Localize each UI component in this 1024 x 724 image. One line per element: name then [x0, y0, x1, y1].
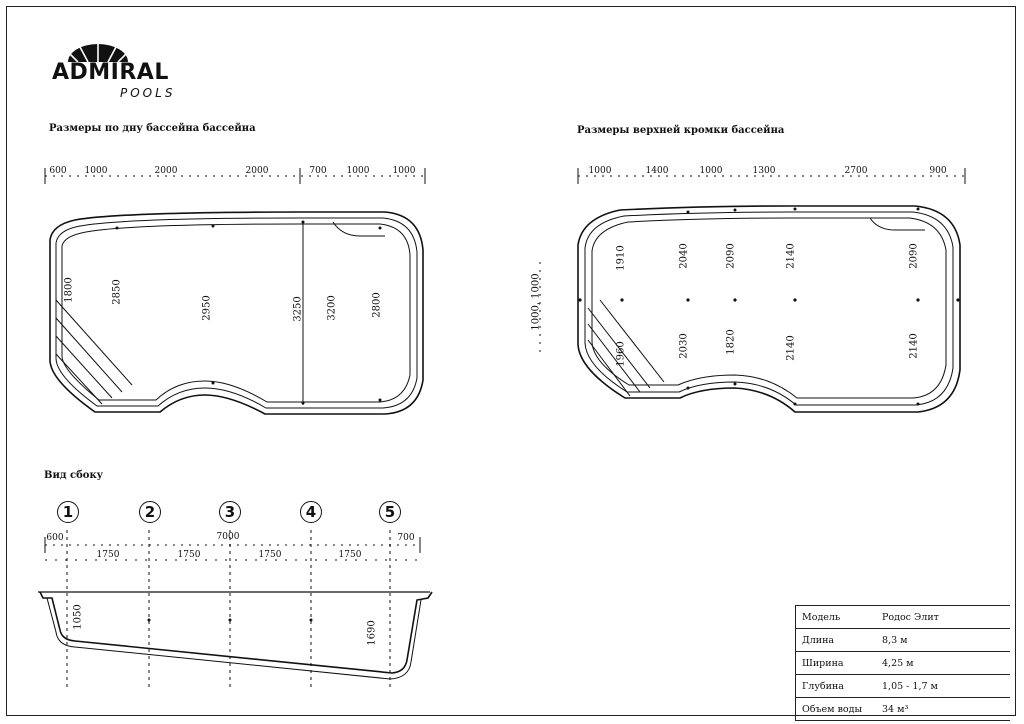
bottom-dim-3: 2000: [154, 166, 178, 176]
side-dim-5: 1750: [338, 550, 362, 560]
bottom-dim-4: 2000: [245, 166, 269, 176]
top-upper-dim-2: 2040: [678, 243, 690, 269]
bottom-inner-dim-2: 2850: [111, 279, 123, 305]
top-lower-dim-1: 1960: [615, 341, 627, 367]
top-dim-3: 1000: [699, 166, 723, 176]
spec-value: 1,05 - 1,7 м: [882, 680, 938, 692]
top-lower-dim-3: 1820: [725, 329, 737, 355]
station-1: 1: [57, 501, 79, 523]
bottom-dim-6: 1000: [346, 166, 370, 176]
side-dim-3: 1750: [177, 550, 201, 560]
spec-row-width: [796, 652, 1010, 675]
bottom-dim-7: 1000: [392, 166, 416, 176]
spec-label: Объем воды: [802, 703, 863, 715]
bottom-dim-5: 700: [309, 166, 327, 176]
bottom-inner-dim-5: 3200: [326, 295, 338, 321]
side-dim-4: 1750: [258, 550, 282, 560]
bottom-inner-dim-1: 1800: [63, 277, 75, 303]
top-lower-dim-2: 2030: [678, 333, 690, 359]
top-upper-dim-4: 2140: [785, 243, 797, 269]
station-3: 3: [219, 501, 241, 523]
top-view-title: Размеры верхней кромки бассейна: [577, 125, 785, 136]
spec-value: Родос Элит: [882, 611, 939, 623]
spec-row-volume: [796, 698, 1010, 721]
spec-value: 34 м³: [882, 703, 909, 715]
side-depth-deep: 1690: [366, 620, 378, 646]
side-total-dim: 7000: [216, 532, 240, 542]
station-5: 5: [379, 501, 401, 523]
spec-row-depth: [796, 675, 1010, 698]
side-dim-2: 1750: [96, 550, 120, 560]
side-dim-6: 700: [397, 533, 415, 543]
top-lower-dim-5: 2140: [908, 333, 920, 359]
spec-row-model: [796, 606, 1010, 629]
station-2: 2: [139, 501, 161, 523]
top-upper-dim-3: 2090: [725, 243, 737, 269]
spec-label: Длина: [802, 634, 835, 646]
spec-label: Глубина: [802, 680, 844, 692]
bottom-view-title: Размеры по дну бассейна бассейна: [49, 123, 256, 134]
spec-table: [795, 605, 1010, 721]
side-view-title: Вид сбоку: [44, 470, 104, 481]
bottom-inner-dim-3: 2950: [201, 295, 213, 321]
spec-value: 4,25 м: [882, 657, 914, 669]
spec-label: Модель: [802, 611, 841, 623]
top-dim-5: 2700: [844, 166, 868, 176]
side-depth-shallow: 1050: [72, 604, 84, 630]
top-dim-4: 1300: [752, 166, 776, 176]
top-dim-6: 900: [929, 166, 947, 176]
bottom-dim-2: 1000: [84, 166, 108, 176]
bottom-inner-dim-4: 3250: [292, 296, 304, 322]
top-lower-dim-4: 2140: [785, 335, 797, 361]
station-4: 4: [300, 501, 322, 523]
bottom-inner-dim-6: 2800: [371, 292, 383, 318]
side-dim-1: 600: [46, 533, 64, 543]
top-dim-2: 1400: [645, 166, 669, 176]
brand-name: ADMIRAL: [52, 60, 169, 85]
spec-row-length: [796, 629, 1010, 652]
top-side-dim: 1000, 1000: [530, 273, 542, 331]
top-upper-dim-5: 2090: [908, 243, 920, 269]
spec-value: 8,3 м: [882, 634, 908, 646]
bottom-dim-1: 600: [49, 166, 67, 176]
top-dim-1: 1000: [588, 166, 612, 176]
spec-label: Ширина: [802, 657, 844, 669]
brand-subtitle: POOLS: [120, 86, 176, 100]
top-upper-dim-1: 1910: [615, 245, 627, 271]
